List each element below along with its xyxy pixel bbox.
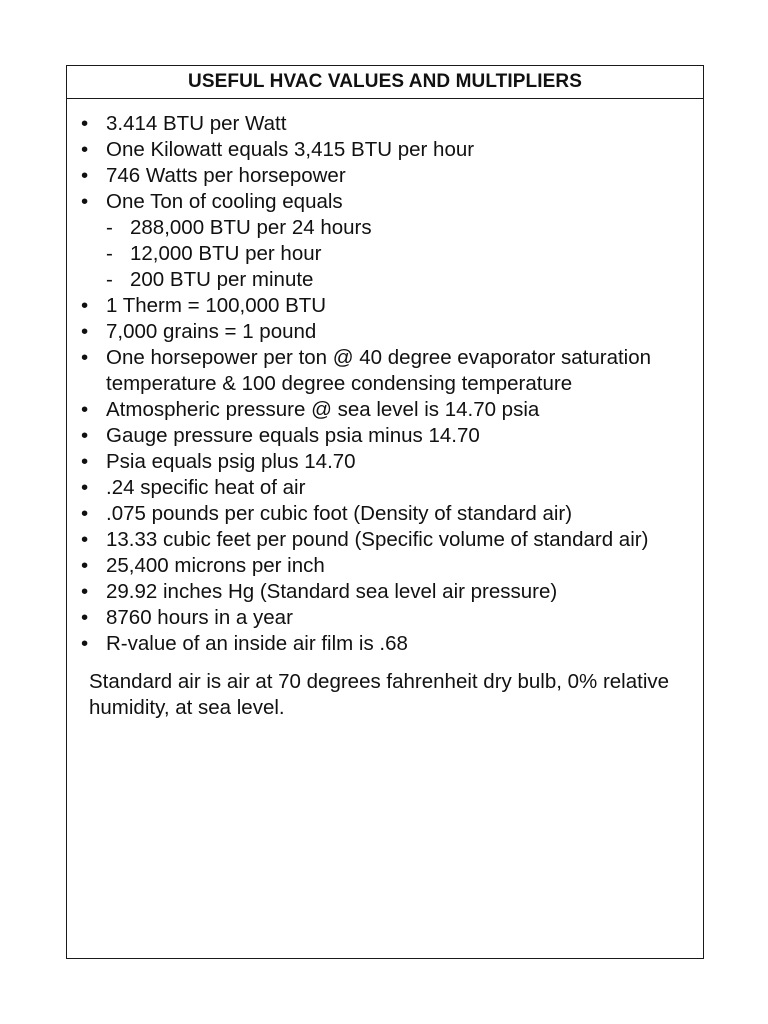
list-item: [81, 605, 703, 631]
bullet-marker: •: [81, 112, 89, 135]
list-item-text: Psia equals psig plus 14.70: [106, 450, 356, 473]
list-item-text: 8760 hours in a year: [106, 606, 293, 629]
list-item: [81, 189, 703, 215]
bullet-marker: •: [81, 528, 89, 551]
bullet-marker: •: [81, 346, 89, 369]
sub-list-item: [81, 267, 703, 293]
values-table: [66, 65, 704, 959]
sub-list-item: [81, 241, 703, 267]
list-item: [81, 163, 703, 189]
bullet-marker: •: [81, 320, 89, 343]
dash-marker: -: [106, 268, 113, 291]
list-item: [81, 631, 703, 657]
bullet-marker: •: [81, 502, 89, 525]
list-item-text: 13.33 cubic feet per pound (Specific volume of standard air): [106, 528, 649, 551]
list-item-text: Atmospheric pressure @ sea level is 14.70 psia: [106, 398, 540, 421]
list-item-text: One Kilowatt equals 3,415 BTU per hour: [106, 138, 475, 161]
list-item: [81, 319, 703, 345]
list-item: [81, 579, 703, 605]
bullet-marker: •: [81, 606, 89, 629]
list-item-text: 7,000 grains = 1 pound: [106, 320, 317, 343]
list-item: [81, 397, 703, 423]
bullet-marker: •: [81, 294, 89, 317]
list-item: [81, 293, 703, 319]
list-item-text: 29.92 inches Hg (Standard sea level air pressure): [106, 580, 558, 603]
bullet-marker: •: [81, 632, 89, 655]
sub-list-item: [81, 215, 703, 241]
list-item-text: 288,000 BTU per 24 hours: [130, 216, 372, 239]
list-item-text: 1 Therm = 100,000 BTU: [106, 294, 327, 317]
bullet-marker: •: [81, 450, 89, 473]
bullet-marker: •: [81, 164, 89, 187]
values-list: [67, 99, 703, 657]
list-item: [81, 345, 703, 397]
list-item-text: Gauge pressure equals psia minus 14.70: [106, 424, 480, 447]
list-item-text: 746 Watts per horsepower: [106, 164, 346, 187]
table-title: USEFUL HVAC VALUES AND MULTIPLIERS: [67, 66, 703, 99]
list-item: [81, 501, 703, 527]
list-item: [81, 137, 703, 163]
bullet-marker: •: [81, 398, 89, 421]
list-item-text: 12,000 BTU per hour: [130, 242, 322, 265]
list-item: [81, 527, 703, 553]
bullet-marker: •: [81, 190, 89, 213]
list-item: [81, 423, 703, 449]
list-item-text: 3.414 BTU per Watt: [106, 112, 287, 135]
bullet-marker: •: [81, 138, 89, 161]
list-item: [81, 449, 703, 475]
list-item: [81, 475, 703, 501]
list-item-text: 200 BTU per minute: [130, 268, 314, 291]
dash-marker: -: [106, 242, 113, 265]
standard-air-note: Standard air is air at 70 degrees fahrenheit dry bulb, 0% relative humidity, at sea level.: [89, 670, 670, 719]
bullet-marker: •: [81, 580, 89, 603]
list-item-text: .24 specific heat of air: [106, 476, 306, 499]
dash-marker: -: [106, 216, 113, 239]
bullet-marker: •: [81, 554, 89, 577]
list-item-text: 25,400 microns per inch: [106, 554, 325, 577]
list-item: [81, 111, 703, 137]
list-item-text: R-value of an inside air film is .68: [106, 632, 408, 655]
list-item-text: .075 pounds per cubic foot (Density of standard air): [106, 502, 573, 525]
bullet-marker: •: [81, 476, 89, 499]
list-item-text: One horsepower per ton @ 40 degree evaporator saturation temperature & 100 degree condensing temperature: [106, 346, 652, 395]
list-item-text: One Ton of cooling equals: [106, 190, 343, 213]
list-item: [81, 553, 703, 579]
bullet-marker: •: [81, 424, 89, 447]
